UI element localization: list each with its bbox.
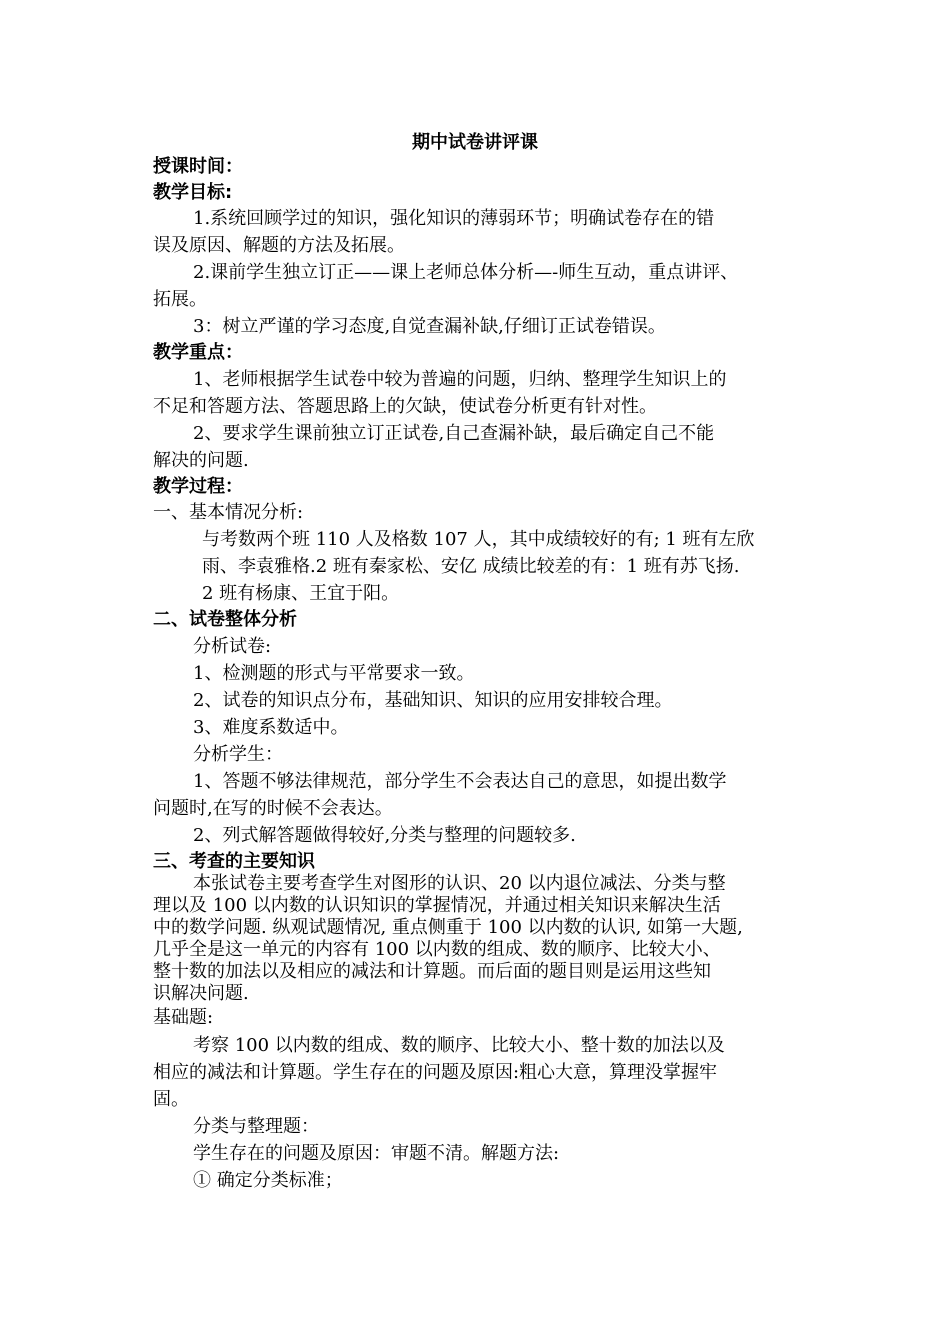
teaching-process-label: 教学过程：	[153, 476, 243, 497]
paper-point-2: 2、试卷的知识点分布，基础知识、知识的应用安排较合理。	[193, 690, 673, 711]
section-3-line: 中的数学问题. 纵观试题情况, 重点侧重于 100 以内数的认识, 如第一大题,	[153, 917, 743, 938]
basic-questions-label: 基础题:	[153, 1007, 214, 1028]
section-1-heading: 一、基本情况分析:	[153, 502, 304, 523]
classify-line-1: 学生存在的问题及原因：审题不清。解题方法:	[193, 1143, 560, 1164]
student-point-1-line-1: 1、答题不够法律规范，部分学生不会表达自己的意思，如提出数学	[193, 771, 727, 792]
paper-point-3: 3、难度系数适中。	[193, 717, 349, 738]
section-3-line: 本张试卷主要考查学生对图形的认识、20 以内退位减法、分类与整	[193, 873, 726, 894]
page-title: 期中试卷讲评课	[412, 132, 538, 153]
goal-1-line-2: 误及原因、解题的方法及拓展。	[153, 235, 405, 256]
student-point-1-line-2: 问题时,在写的时候不会表达。	[153, 798, 393, 819]
paper-point-1: 1、检测题的形式与平常要求一致。	[193, 663, 475, 684]
key-point-1-line-1: 1、老师根据学生试卷中较为普遍的问题，归纳、整理学生知识上的	[193, 369, 727, 390]
student-point-2: 2、列式解答题做得较好,分类与整理的问题较多.	[193, 825, 576, 846]
teaching-time-label: 授课时间：	[153, 156, 243, 177]
goal-2-line-2: 拓展。	[153, 289, 207, 310]
basic-line-1: 考察 100 以内数的组成、数的顺序、比较大小、整十数的加法以及	[193, 1035, 725, 1056]
classify-label: 分类与整理题：	[193, 1116, 319, 1137]
section-1-line-1: 与考数两个班 110 人及格数 107 人，其中成绩较好的有; 1 班有左欣	[202, 529, 755, 550]
basic-line-3: 固。	[153, 1089, 189, 1110]
key-point-1-line-2: 不足和答题方法、答题思路上的欠缺，使试卷分析更有针对性。	[153, 396, 657, 417]
section-3-line: 识解决问题.	[153, 983, 249, 1004]
goal-3: 3：树立严谨的学习态度,自觉查漏补缺,仔细订正试卷错误。	[193, 316, 666, 337]
section-2-heading: 二、试卷整体分析	[153, 609, 297, 630]
goal-2-line-1: 2.课前学生独立订正——课上老师总体分析—-师生互动，重点讲评、	[193, 262, 739, 283]
section-3-line: 整十数的加法以及相应的减法和计算题。而后面的题目则是运用这些知	[153, 961, 711, 982]
section-3-line: 理以及 100 以内数的认识知识的掌握情况，并通过相关知识来解决生活	[153, 895, 721, 916]
classify-line-2: ① 确定分类标准；	[193, 1170, 343, 1191]
section-1-line-3: 2 班有杨康、王宜于阳。	[202, 583, 400, 604]
section-1-line-2: 雨、李袁雅格.2 班有秦家松、安亿 成绩比较差的有：1 班有苏飞扬.	[202, 556, 740, 577]
basic-line-2: 相应的减法和计算题。学生存在的问题及原因:粗心大意，算理没掌握牢	[153, 1062, 718, 1083]
section-3-line: 几乎全是这一单元的内容有 100 以内数的组成、数的顺序、比较大小、	[153, 939, 721, 960]
key-point-2-line-1: 2、要求学生课前独立订正试卷,自己查漏补缺，最后确定自己不能	[193, 423, 715, 444]
section-3-heading: 三、考查的主要知识	[153, 851, 315, 872]
key-point-2-line-2: 解决的问题.	[153, 450, 249, 471]
analyze-students-label: 分析学生：	[193, 744, 283, 765]
key-points-label: 教学重点：	[153, 342, 243, 363]
analyze-paper-label: 分析试卷:	[193, 636, 272, 657]
teaching-goals-label: 教学目标:	[153, 182, 233, 203]
goal-1-line-1: 1.系统回顾学过的知识，强化知识的薄弱环节；明确试卷存在的错	[193, 208, 715, 229]
